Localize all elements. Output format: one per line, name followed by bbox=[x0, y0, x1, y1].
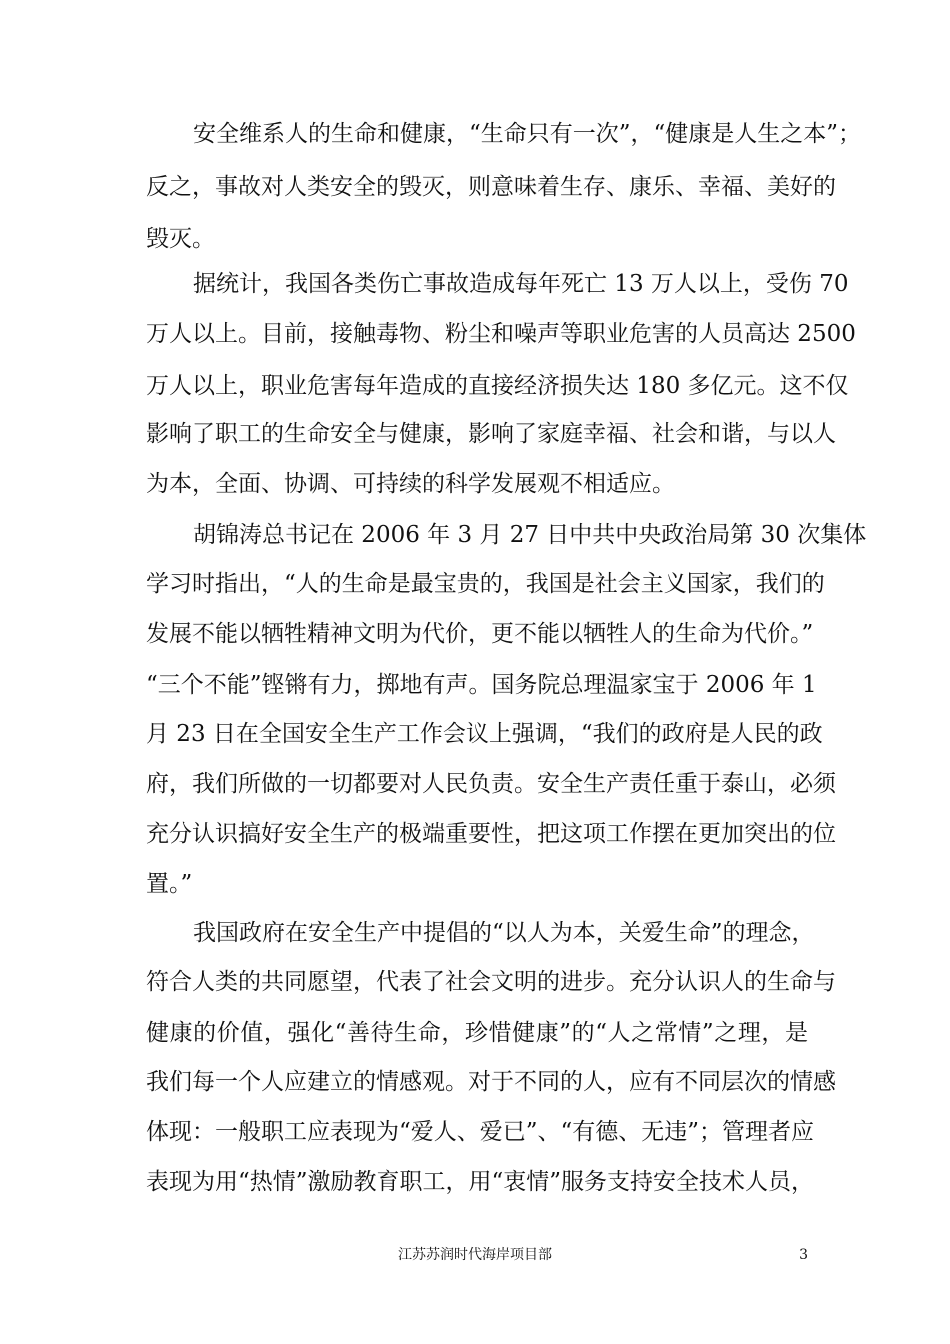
page-footer: 江苏苏润时代海岸项目部 bbox=[398, 1247, 552, 1263]
paragraph-3-line-5: 月 23 日在全国安全生产工作会议上强调，“我们的政府是人民的政 bbox=[146, 721, 823, 747]
paragraph-2-line-1: 据统计，我国各类伤亡事故造成每年死亡 13 万人以上，受伤 70 bbox=[193, 271, 849, 297]
paragraph-4-line-6: 表现为用“热情”激励教育职工，用“衷情”服务支持安全技术人员， bbox=[146, 1169, 815, 1195]
paragraph-3-line-7: 充分认识搞好安全生产的极端重要性，把这项工作摆在更加突出的位 bbox=[146, 821, 836, 847]
paragraph-3-line-1: 胡锦涛总书记在 2006 年 3 月 27 日中共中央政治局第 30 次集体 bbox=[193, 522, 867, 548]
paragraph-3-line-8: 置。” bbox=[146, 871, 193, 897]
paragraph-2-line-4: 影响了职工的生命安全与健康，影响了家庭幸福、社会和谐，与以人 bbox=[146, 421, 836, 447]
paragraph-1-line-2: 反之，事故对人类安全的毁灭，则意味着生存、康乐、幸福、美好的 bbox=[146, 174, 836, 200]
paragraph-3-line-4: “三个不能”铿锵有力，掷地有声。国务院总理温家宝于 2006 年 1 bbox=[146, 672, 817, 698]
page-number: 3 bbox=[799, 1247, 808, 1263]
paragraph-4-line-1: 我国政府在安全生产中提倡的“以人为本，关爱生命”的理念， bbox=[193, 920, 815, 946]
paragraph-4-line-4: 我们每一个人应建立的情感观。对于不同的人，应有不同层次的情感 bbox=[146, 1069, 836, 1095]
paragraph-3-line-6: 府，我们所做的一切都要对人民负责。安全生产责任重于泰山，必须 bbox=[146, 771, 836, 797]
paragraph-1-line-3: 毁灭。 bbox=[146, 226, 215, 252]
paragraph-4-line-2: 符合人类的共同愿望，代表了社会文明的进步。充分认识人的生命与 bbox=[146, 969, 836, 995]
paragraph-1-line-1: 安全维系人的生命和健康，“生命只有一次”，“健康是人生之本”； bbox=[193, 121, 862, 147]
paragraph-3-line-3: 发展不能以牺牲精神文明为代价，更不能以牺牲人的生命为代价。” bbox=[146, 621, 814, 647]
paragraph-4-line-3: 健康的价值，强化“善待生命，珍惜健康”的“人之常情”之理，是 bbox=[146, 1020, 808, 1046]
paragraph-3-line-2: 学习时指出，“人的生命是最宝贵的，我国是社会主义国家，我们的 bbox=[146, 571, 825, 597]
paragraph-2-line-3: 万人以上，职业危害每年造成的直接经济损失达 180 多亿元。这不仅 bbox=[146, 373, 849, 399]
paragraph-2-line-5: 为本，全面、协调、可持续的科学发展观不相适应。 bbox=[146, 471, 675, 497]
paragraph-4-line-5: 体现：一般职工应表现为“爱人、爱已”、“有德、无违”；管理者应 bbox=[146, 1119, 815, 1145]
paragraph-2-line-2: 万人以上。目前，接触毒物、粉尘和噪声等职业危害的人员高达 2500 bbox=[146, 321, 856, 347]
